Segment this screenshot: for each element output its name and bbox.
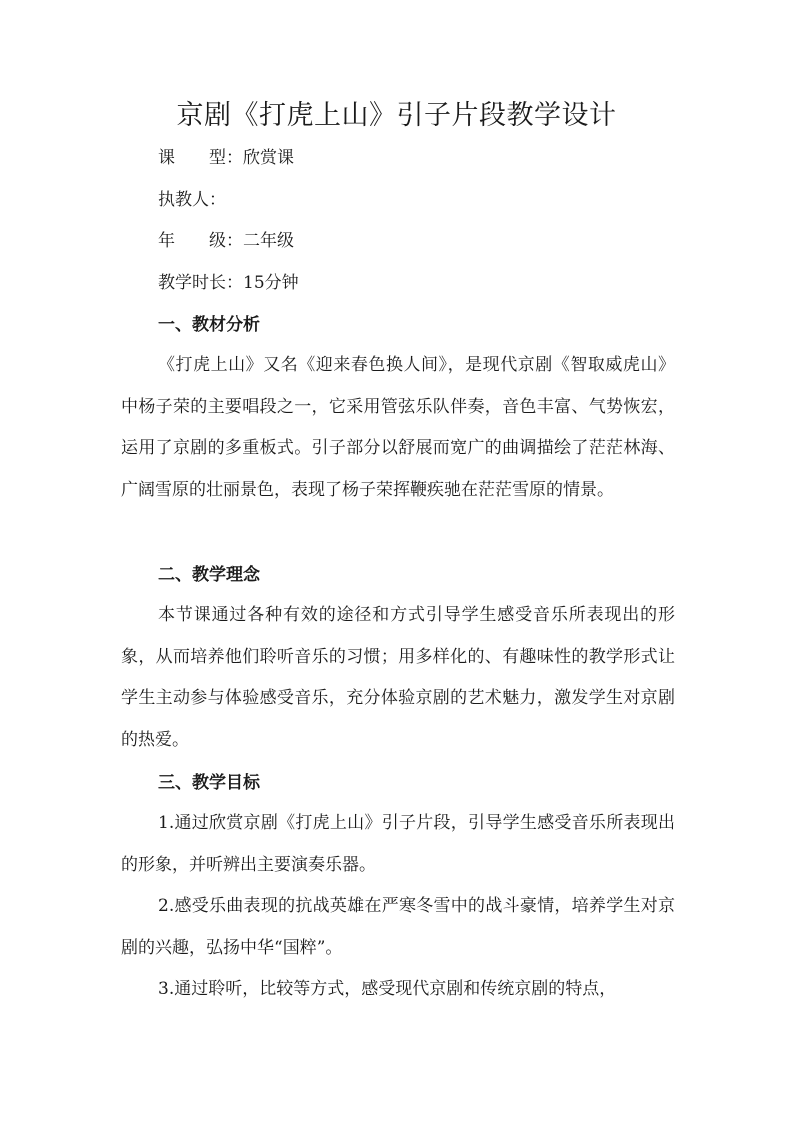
section-heading-materials: 一、教材分析 bbox=[158, 315, 260, 335]
meta-grade-value: 二年级 bbox=[243, 231, 294, 251]
meta-course-type bbox=[158, 146, 294, 170]
meta-duration bbox=[158, 271, 299, 295]
meta-grade-label: 年 bbox=[158, 231, 175, 251]
section-heading-objectives: 三、教学目标 bbox=[158, 773, 260, 793]
meta-grade bbox=[158, 229, 294, 253]
document-title: 京剧《打虎上山》引子片段教学设计 bbox=[176, 100, 617, 131]
objective-item: 1.通过欣赏京剧《打虎上山》引子片段，引导学生感受音乐所表现出的形象，并听辨出主要演奏乐器。 bbox=[121, 813, 675, 875]
meta-instructor-label: 执教人： bbox=[158, 190, 226, 210]
meta-duration-label: 教学时长： bbox=[158, 273, 243, 293]
objective-item: 3.通过聆听，比较等方式，感受现代京剧和传统京剧的特点， bbox=[158, 979, 617, 999]
meta-course-type-label: 课 bbox=[158, 148, 175, 168]
meta-course-type-value: 欣赏课 bbox=[243, 148, 294, 168]
objective-item: 2.感受乐曲表现的抗战英雄在严寒冬雪中的战斗豪情，培养学生对京剧的兴趣，弘扬中华“国粹”。 bbox=[121, 896, 675, 958]
meta-grade-label2: 级： bbox=[209, 231, 243, 251]
meta-instructor bbox=[158, 188, 226, 212]
section-paragraph: 本节课通过各种有效的途径和方式引导学生感受音乐所表现出的形象，从而培养他们聆听音乐的习惯；用多样化的、有趣味性的教学形式让学生主动参与体验感受音乐，充分体验京剧的艺术魅力，激发学生对京剧的热爱。 bbox=[121, 605, 675, 750]
meta-duration-value: 15分钟 bbox=[243, 273, 299, 293]
meta-course-type-label2: 型： bbox=[209, 148, 243, 168]
section-heading-philosophy: 二、教学理念 bbox=[158, 565, 260, 585]
section-paragraph: 《打虎上山》又名《迎来春色换人间》，是现代京剧《智取威虎山》中杨子荣的主要唱段之一，它采用管弦乐队伴奏，音色丰富、气势恢宏，运用了京剧的多重板式。引子部分以舒展而宽广的曲调描绘了茫茫林海、广阔雪原的壮丽景色，表现了杨子荣挥鞭疾驰在茫茫雪原的情景。 bbox=[121, 355, 675, 500]
